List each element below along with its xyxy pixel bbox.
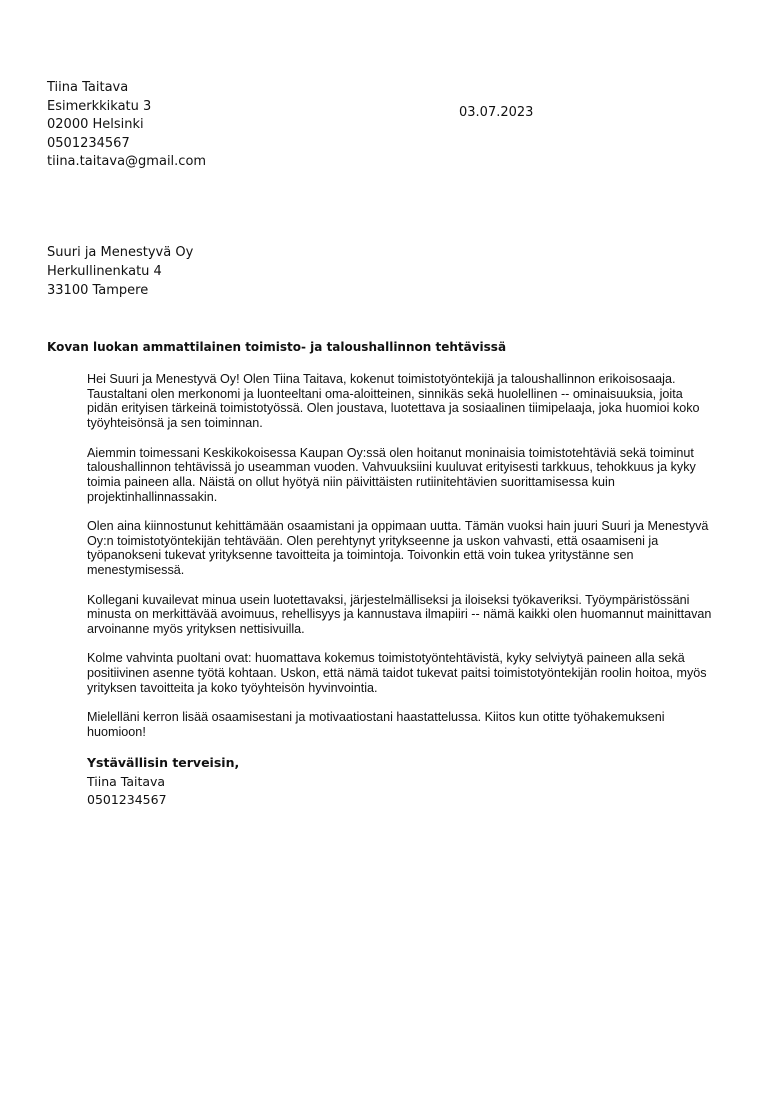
paragraph: Aiemmin toimessani Keskikokoisessa Kaupan Oy:ssä olen hoitanut moninaisia toimistotehtäviä sekä toiminut taloushallinnon tehtävissä jo useamman vuoden. Vahvuuksiini kuuluvat erityisesti tarkkuus, tehokkuus ja kyky toimia paineen alla. Näistä on ollut hyötyä niin päivittäisten rutiinitehtävien suorittamisessa kuin projektinhallinnassakin.: [87, 445, 696, 504]
closing-block: [87, 754, 239, 810]
sender-name: Tiina Taitava: [47, 80, 129, 95]
sender-address-block: [47, 79, 206, 172]
recipient-address-block: [47, 243, 193, 300]
paragraph: Hei Suuri ja Menestyvä Oy! Olen Tiina Taitava, kokenut toimistotyöntekijä ja taloushallinnon erikoisosaaja. Taustaltani olen merkonomi ja luonteeltani oma-aloitteinen, sinnikäs sekä huolellinen -- ominaisuuksia, joita pidän erityisen tärkeinä toimistotyössä. Olen joustava, luotettava ja sosiaalinen tiimipelaaja, joka huomioi koko työyhteisönsä ja sen toiminnan.: [87, 372, 700, 431]
paragraph: Kolme vahvinta puoltani ovat: huomattava kokemus toimistotyöntehtävistä, kyky selviytyä paineen alla sekä positiivinen asenne työtä kohtaan. Uskon, että nämä taidot tukevat paitsi toimistotyöntekijän roolin hoitoa, myös yrityksen tavoitteita ja koko työyhteisön hyvinvointia.: [87, 651, 707, 695]
sender-email: tiina.taitava@gmail.com: [47, 154, 207, 169]
recipient-street: Herkullinenkatu 4: [47, 264, 162, 279]
paragraph: Kollegani kuvailevat minua usein luotettavaksi, järjestelmälliseksi ja iloiseksi työkaveriksi. Työympäristössäni minusta on merkittävää avoimuus, rehellisyys ja kannustava ilmapiiri -- nämä kaikki olen huomannut mainittavan arvoinanne myös yrityksen nettisivuilla.: [87, 592, 712, 636]
recipient-company: Suuri ja Menestyvä Oy: [47, 245, 194, 260]
recipient-postal: 33100 Tampere: [47, 283, 149, 298]
closing-phone: 0501234567: [87, 792, 167, 807]
paragraph: Olen aina kiinnostunut kehittämään osaamistani ja oppimaan uutta. Tämän vuoksi hain juuri Suuri ja Menestyvä Oy:n toimistotyöntekijän tehtävään. Olen perehtynyt yritykseenne ja uskon vahvasti, että osaamiseni ja työpanokseni tukevat yrityksenne tavoitteita ja toimintoja. Toivonkin että voin tukea yritystänne sen menestymisessä.: [87, 519, 709, 578]
closing-name: Tiina Taitava: [87, 773, 166, 789]
letter-subject: Kovan luokan ammattilainen toimisto- ja taloushallinnon tehtävissä: [47, 340, 507, 354]
sender-postal: 02000 Helsinki: [47, 117, 144, 132]
closing-greeting: Ystävällisin terveisin,: [87, 755, 240, 770]
sender-phone: 0501234567: [47, 135, 130, 151]
letter-body: [87, 372, 717, 754]
sender-street: Esimerkkikatu 3: [47, 98, 152, 114]
paragraph: Mielelläni kerron lisää osaamisestani ja motivaatiostani haastattelussa. Kiitos kun otitte työhakemukseni huomioon!: [87, 710, 665, 739]
letter-date: 03.07.2023: [459, 105, 534, 120]
